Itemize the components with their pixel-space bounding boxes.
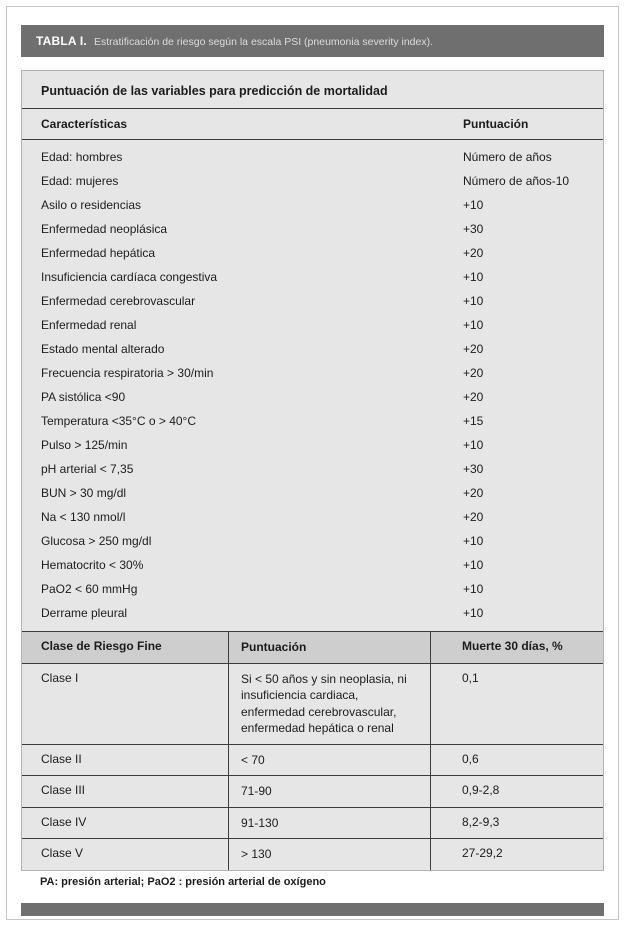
table-title-bar [21,25,604,57]
footnote: PA: presión arterial; PaO2 : presión arterial de oxígeno [40,876,326,888]
variable-label: Enfermedad cerebrovascular [41,294,196,308]
variable-label: pH arterial < 7,35 [41,462,134,476]
table-caption: Estratificación de riesgo según la escala PSI (pneumonia severity index). [93,35,434,48]
variables-header-row [22,109,603,140]
table-row [22,808,603,840]
variable-points: +30 [463,462,484,476]
table-row [22,145,603,169]
table-row [22,505,603,529]
variable-points: +10 [463,294,484,308]
mortality-percent: 0,9-2,8 [462,783,500,797]
table-row [22,457,603,481]
variable-label: Hematocrito < 30% [41,558,144,572]
table-row [22,217,603,241]
variables-body [22,140,603,631]
variable-label: BUN > 30 mg/dl [41,486,127,500]
variable-points: +10 [463,606,484,620]
table-number-label: TABLA I. [36,34,87,48]
table-row [22,385,603,409]
variable-label: Glucosa > 250 mg/dl [41,534,152,548]
score-range: < 70 [229,745,431,776]
column-header-muerte-30-dias: Muerte 30 días, % [462,639,563,653]
mortality-percent: 0,6 [462,751,479,766]
variable-points: +10 [463,534,484,548]
risk-class-label: Clase I [22,664,229,744]
mortality-percent: 0,1 [462,670,479,685]
variable-label: Edad: mujeres [41,174,119,188]
variable-points: +15 [463,414,484,428]
variable-points: +30 [463,222,484,236]
table-row [22,169,603,193]
table-row [22,664,603,745]
table-row [22,265,603,289]
variable-label: Edad: hombres [41,150,123,164]
table-row [22,839,603,870]
table-row [22,433,603,457]
variable-label: Temperatura <35°C o > 40°C [41,414,197,428]
variable-label: Asilo o residencias [41,198,142,212]
variable-label: Enfermedad hepática [41,246,156,260]
column-header-caracteristicas: Características [41,117,128,131]
table-row [22,409,603,433]
variable-points: +20 [463,390,484,404]
table-row [22,601,603,625]
column-header-puntuacion-rango: Puntuación [229,632,431,663]
risk-class-header-row [22,632,603,664]
variable-label: Estado mental alterado [41,342,165,356]
variable-label: PA sistólica <90 [41,390,126,404]
variable-label: Frecuencia respiratoria > 30/min [41,366,214,380]
table-row [22,313,603,337]
variable-points: +10 [463,582,484,596]
column-header-puntuacion: Puntuación [463,117,529,131]
score-range: > 130 [229,839,431,870]
variable-label: Enfermedad neoplásica [41,222,168,236]
risk-class-label: Clase V [22,839,229,870]
variable-label: Na < 130 nmol/l [41,510,126,524]
table-row [22,241,603,265]
variable-points: +20 [463,246,484,260]
table-row [22,776,603,808]
variable-points: +10 [463,270,484,284]
variable-label: Enfermedad renal [41,318,137,332]
variable-points: Número de años [463,150,552,164]
table-row [22,553,603,577]
variable-points: +10 [463,438,484,452]
variable-points: +20 [463,342,484,356]
variable-points: Número de años-10 [463,174,570,188]
column-header-clase-riesgo: Clase de Riesgo Fine [22,632,229,663]
mortality-percent: 8,2-9,3 [462,814,500,829]
score-range: Si < 50 años y sin neoplasia, ni insuficiencia cardiaca, enfermedad cerebrovascular, enfermedad hepática o renal [229,664,431,744]
risk-class-label: Clase III [22,776,229,807]
table-row [22,745,603,777]
score-range: 91-130 [229,808,431,839]
table-row [22,577,603,601]
psi-table [21,70,604,871]
risk-class-label: Clase IV [22,808,229,839]
variable-points: +20 [463,486,484,500]
table-row [22,289,603,313]
variable-points: +20 [463,366,484,380]
risk-class-body [22,664,603,870]
section-title: Puntuación de las variables para predicción de mortalidad [22,71,603,109]
score-range: 71-90 [229,776,431,807]
risk-class-label: Clase II [22,745,229,776]
mortality-percent: 27-29,2 [462,846,503,860]
table-row [22,361,603,385]
table-row [22,337,603,361]
variable-points: +20 [463,510,484,524]
table-row [22,481,603,505]
variable-points: +10 [463,318,484,332]
variable-label: Pulso > 125/min [41,438,128,452]
risk-class-table [22,631,603,870]
table-row [22,529,603,553]
variable-points: +10 [463,558,484,572]
variable-points: +10 [463,198,484,212]
table-row [22,193,603,217]
bottom-rule [21,903,604,916]
variable-label: PaO2 < 60 mmHg [41,582,138,596]
variable-label: Derrame pleural [41,606,128,620]
variable-label: Insuficiencia cardíaca congestiva [41,270,218,284]
